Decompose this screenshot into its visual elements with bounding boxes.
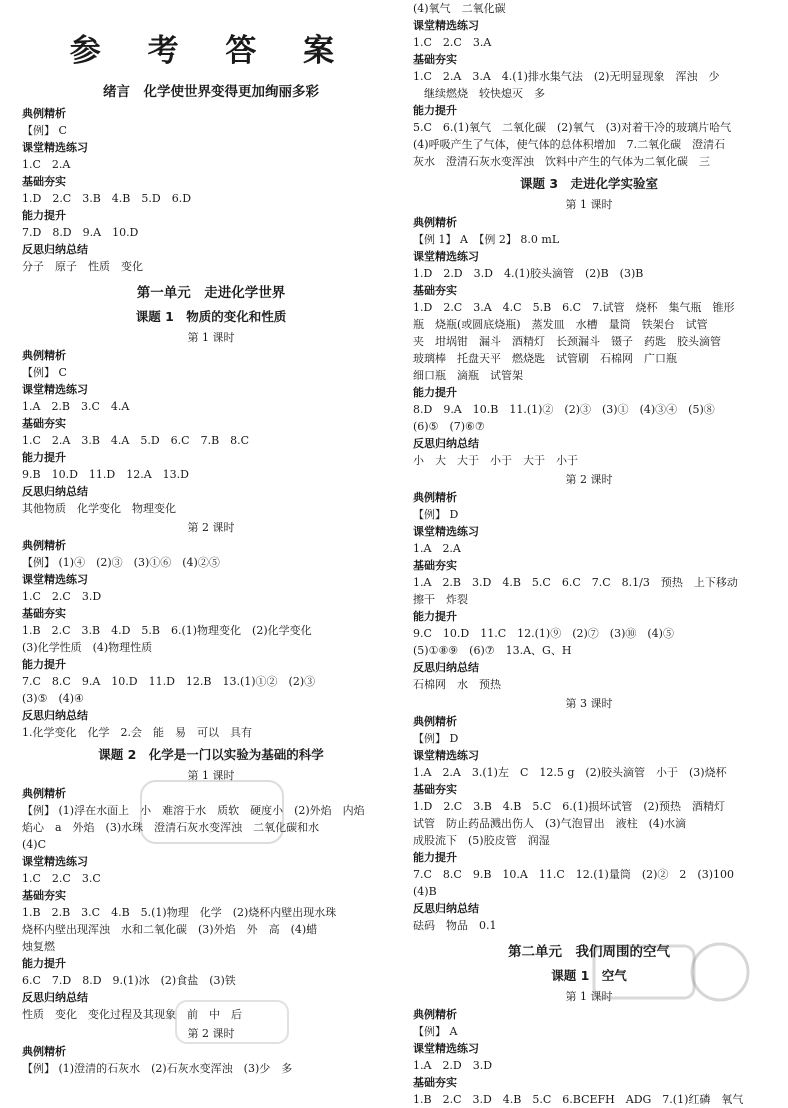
period-heading: 第 1 课时 [565,198,613,211]
section-label: 课堂精选练习 [413,19,479,32]
period-heading: 第 1 课时 [187,331,235,344]
answer-line: 1.A 2.B 3.C 4.A [22,400,130,413]
section-label: 反思归纳总结 [413,661,479,674]
answer-line: 【例】 A [413,1025,458,1038]
answer-line: 【例】 (1)澄清的石灰水 (2)石灰水变浑浊 (3)少 多 [22,1062,293,1075]
section-label: 反思归纳总结 [22,243,88,256]
answer-line: (5)①⑧⑨ (6)⑦ 13.A、G、H [413,644,572,657]
answer-line: 分子 原子 性质 变化 [22,260,143,273]
section-label: 基础夯实 [413,53,457,66]
answer-line: 1.C 2.C 3.A [413,36,492,49]
answer-line: 1.化学变化 化学 2.会 能 易 可以 具有 [22,726,252,739]
lesson-heading: 课题 3 走进化学实验室 [519,176,659,191]
answer-line: 成股流下 (5)胶皮管 润湿 [413,834,550,847]
section-label: 能力提升 [22,957,66,970]
answer-line: 1.A 2.A 3.(1)左 C 12.5 g (2)胶头滴管 小于 (3)烧杯 [413,766,727,779]
answer-line: (3)化学性质 (4)物理性质 [22,641,153,654]
period-heading: 第 2 课时 [187,521,235,534]
answer-line: (4)C [22,838,46,851]
answer-line: 1.C 2.C 3.C [22,872,101,885]
section-label: 课堂精选练习 [22,855,88,868]
left-column [22,0,400,1075]
answer-line: 1.C 2.C 3.D [22,590,102,603]
lesson-heading: 课题 2 化学是一门以实验为基础的科学 [98,747,324,762]
section-label: 反思归纳总结 [413,902,479,915]
answer-line: 1.D 2.C 3.A 4.C 5.B 6.C 7.试管 烧杯 集气瓶 锥形 [413,301,735,314]
answer-line: (3)⑤ (4)④ [22,692,84,705]
section-label: 典例精析 [22,107,66,120]
chapter-heading: 第一单元 走进化学世界 [136,285,286,301]
answer-line: 6.C 7.D 8.D 9.(1)冰 (2)食盐 (3)铁 [22,974,236,987]
section-label: 能力提升 [413,104,457,117]
period-heading: 第 2 课时 [187,1027,235,1040]
answer-line: (4)B [413,885,437,898]
section-label: 典例精析 [413,491,457,504]
section-label: 课堂精选练习 [22,141,88,154]
answer-line: 7.C 8.C 9.A 10.D 11.D 12.B 13.(1)①② (2)③ [22,675,316,688]
answer-line: 7.C 8.C 9.B 10.A 11.C 12.(1)量筒 (2)② 2 (3)100 [413,868,734,881]
section-label: 典例精析 [22,787,66,800]
answer-line: 1.B 2.C 3.D 4.B 5.C 6.BCEFH ADG 7.(1)红磷 氧气 [413,1093,744,1106]
watermark-answer-circle [588,918,768,1036]
period-heading: 第 1 课时 [565,990,613,1003]
answer-line: 1.C 2.A [22,158,71,171]
answer-line: 【例】 (1)浮在水面上 小 难溶于水 质软 硬度小 (2)外焰 内焰 [22,804,365,817]
page-title: 参 考 答 案 [69,33,353,69]
answer-line: 【例】 C [22,124,67,137]
answer-line: 擦干 炸裂 [413,593,468,606]
answer-line: 1.D 2.D 3.D 4.(1)胶头滴管 (2)B (3)B [413,267,644,280]
answer-line: 烧杯内壁出现浑浊 水和二氧化碳 (3)外焰 外 高 (4)蜡 [22,923,318,936]
watermark-box-icon [594,946,694,998]
watermark-circle-icon [692,944,748,1000]
section-label: 能力提升 [413,851,457,864]
section-label: 课堂精选练习 [413,250,479,263]
answer-line: 【例 1】 A 【例 2】 8.0 mL [413,233,560,246]
answer-line: (4)氧气 二氧化碳 [413,2,506,15]
section-label: 基础夯实 [413,1076,457,1089]
answer-line: 9.B 10.D 11.D 12.A 13.D [22,468,189,481]
answer-line: (6)⑤ (7)⑥⑦ [413,420,485,433]
section-label: 能力提升 [413,610,457,623]
answer-line: 试管 防止药品溅出伤人 (3)气泡冒出 液柱 (4)水滴 [413,817,687,830]
section-label: 反思归纳总结 [413,437,479,450]
answer-line: 1.A 2.B 3.D 4.B 5.C 6.C 7.C 8.1/3 预热 上下移动 [413,576,738,589]
answer-line: 7.D 8.D 9.A 10.D [22,226,139,239]
section-label: 能力提升 [413,386,457,399]
section-label: 基础夯实 [22,889,66,902]
answer-line: 瓶 烧瓶(或圆底烧瓶) 蒸发皿 水槽 量筒 铁架台 试管 [413,318,708,331]
section-label: 典例精析 [22,1045,66,1058]
answer-line: 继续燃烧 较快熄灭 多 [413,87,545,100]
section-label: 能力提升 [22,658,66,671]
answer-line: 【例】 D [413,732,459,745]
answer-line: 5.C 6.(1)氧气 二氧化碳 (2)氧气 (3)对着干冷的玻璃片哈气 [413,121,732,134]
section-label: 基础夯实 [22,175,66,188]
section-label: 能力提升 [22,209,66,222]
answer-line: 灰水 澄清石灰水变浑浊 饮料中产生的气体为二氧化碳 三 [413,155,710,168]
section-label: 反思归纳总结 [22,485,88,498]
section-label: 基础夯实 [22,417,66,430]
left-answer-list [22,82,400,1077]
answer-line: 【例】 D [413,508,459,521]
section-label: 典例精析 [22,539,66,552]
section-label: 典例精析 [413,216,457,229]
answer-line: 玻璃棒 托盘天平 燃烧匙 试管刷 石棉网 广口瓶 [413,352,677,365]
section-label: 课堂精选练习 [22,573,88,586]
answer-line: 细口瓶 滴瓶 试管架 [413,369,523,382]
period-heading: 第 1 课时 [187,769,235,782]
answer-line: 1.B 2.C 3.B 4.D 5.B 6.(1)物理变化 (2)化学变化 [22,624,312,637]
answer-line: 8.D 9.A 10.B 11.(1)② (2)③ (3)① (4)③④ (5)⑧ [413,403,715,416]
answer-line: 1.A 2.D 3.D [413,1059,493,1072]
answer-line: 烛复燃 [22,940,55,953]
answer-line: 1.D 2.C 3.B 4.B 5.D 6.D [22,192,192,205]
answer-line: 焰心 a 外焰 (3)水珠 澄清石灰水变浑浊 二氧化碳和水 [22,821,320,834]
lesson-heading: 课题 1 空气 [551,968,627,983]
answer-line: 1.A 2.A [413,542,461,555]
answer-line: 小 大 大于 小于 大于 小于 [413,454,578,467]
section-label: 反思归纳总结 [22,709,88,722]
section-label: 典例精析 [22,349,66,362]
answer-line: 1.C 2.A 3.B 4.A 5.D 6.C 7.B 8.C [22,434,250,447]
section-label: 基础夯实 [413,559,457,572]
answer-line: 9.C 10.D 11.C 12.(1)⑨ (2)⑦ (3)⑩ (4)⑤ [413,627,674,640]
watermark-logo [140,780,284,844]
answer-line: 【例】 C [22,366,67,379]
answer-line: 性质 变化 变化过程及其现象 前 中 后 [22,1008,242,1021]
answer-line: 砝码 物品 0.1 [413,919,497,932]
section-label: 能力提升 [22,451,66,464]
answer-line: 1.B 2.B 3.C 4.B 5.(1)物理 化学 (2)烧杯内壁出现水珠 [22,906,337,919]
section-label: 基础夯实 [413,284,457,297]
section-label: 课堂精选练习 [413,525,479,538]
answer-line: 【例】 (1)④ (2)③ (3)①⑥ (4)②⑤ [22,556,220,569]
answer-line: (4)呼吸产生了气体，使气体的总体积增加 7.二氧化碳 澄清石 [413,138,726,151]
answer-line: 石棉网 水 预热 [413,678,501,691]
period-heading: 第 3 课时 [565,697,613,710]
lesson-heading: 课题 1 物质的变化和性质 [135,309,287,324]
answer-line: 1.D 2.C 3.B 4.B 5.C 6.(1)损坏试管 (2)预热 酒精灯 [413,800,725,813]
chapter-heading: 绪言 化学使世界变得更加绚丽多彩 [103,84,319,100]
period-heading: 第 2 课时 [565,473,613,486]
section-label: 课堂精选练习 [413,749,479,762]
chapter-heading: 第二单元 我们周围的空气 [508,944,670,960]
watermark-logo-bottom [175,1000,289,1044]
answer-line: 夹 坩埚钳 漏斗 酒精灯 长颈漏斗 镊子 药匙 胶头滴管 [413,335,721,348]
answer-line: 其他物质 化学变化 物理变化 [22,502,176,515]
section-label: 课堂精选练习 [22,383,88,396]
right-column [413,0,765,1106]
section-label: 基础夯实 [22,607,66,620]
section-label: 典例精析 [413,1008,457,1021]
section-label: 典例精析 [413,715,457,728]
section-label: 基础夯实 [413,783,457,796]
section-label: 反思归纳总结 [22,991,88,1004]
section-label: 课堂精选练习 [413,1042,479,1055]
answer-line: 1.C 2.A 3.A 4.(1)排水集气法 (2)无明显现象 浑浊 少 [413,70,720,83]
